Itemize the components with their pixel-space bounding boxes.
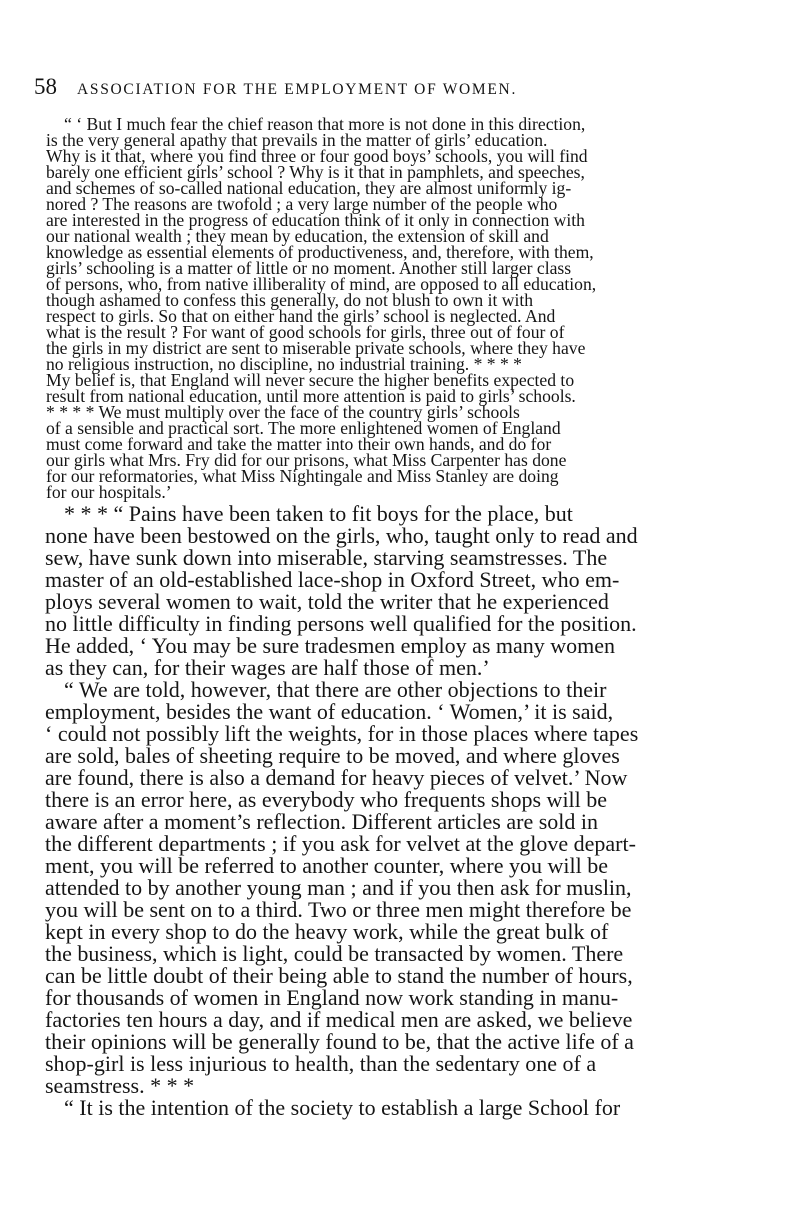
page-header bbox=[34, 74, 517, 104]
quote-line: * * * * We must multiply over the face of the country girls’ schools bbox=[46, 402, 520, 422]
body-line: ment, you will be referred to another counter, where you will be bbox=[45, 853, 608, 878]
running-title: ASSOCIATION FOR THE EMPLOYMENT OF WOMEN. bbox=[77, 81, 518, 98]
quote-line: though ashamed to confess this generally, do not blush to own it with bbox=[46, 290, 534, 310]
quote-line: our national wealth ; they mean by education, the extension of skill and bbox=[46, 226, 549, 246]
body-line: are sold, bales of sheeting require to be moved, and where gloves bbox=[45, 743, 620, 768]
quote-line: girls’ schooling is a matter of little or no moment. Another still larger class bbox=[46, 258, 572, 278]
quote-line: no religious instruction, no discipline, no industrial training. * * * * bbox=[46, 354, 522, 374]
quote-line: My belief is, that England will never secure the higher benefits expected to bbox=[46, 370, 575, 390]
body-line: sew, have sunk down into miserable, starving seamstresses. The bbox=[45, 545, 608, 570]
body-line: there is an error here, as everybody who frequents shops will be bbox=[45, 787, 608, 812]
quote-line: Why is it that, where you find three or four good boys’ schools, you will find bbox=[46, 146, 588, 166]
quote-line: and schemes of so-called national education, they are almost uniformly ig- bbox=[46, 178, 572, 198]
quote-line: are interested in the progress of education think of it only in connection with bbox=[46, 210, 585, 230]
body-line: none have been bestowed on the girls, who, taught only to read and bbox=[45, 523, 638, 548]
body-line: attended to by another young man ; and if you then ask for muslin, bbox=[45, 875, 632, 900]
body-line: He added, ‘ You may be sure tradesmen employ as many women bbox=[45, 633, 616, 658]
body-line: master of an old-established lace-shop in Oxford Street, who em- bbox=[45, 567, 620, 592]
quote-line: for our reformatories, what Miss Nightingale and Miss Stanley are doing bbox=[46, 466, 559, 486]
body-line: “ We are told, however, that there are other objections to their bbox=[64, 677, 607, 702]
body-line: for thousands of women in England now work standing in manu- bbox=[45, 985, 619, 1010]
body-line: the business, which is light, could be transacted by women. There bbox=[45, 941, 624, 966]
body-line: are found, there is also a demand for heavy pieces of velvet.’ Now bbox=[45, 765, 628, 790]
body-line: * * * “ Pains have been taken to fit boys for the place, but bbox=[64, 501, 573, 526]
body-line: ploys several women to wait, told the writer that he experienced bbox=[45, 589, 609, 614]
body-line: no little difficulty in finding persons well qualified for the position. bbox=[45, 611, 637, 636]
quote-line: is the very general apathy that prevails in the matter of girls’ education. bbox=[46, 130, 548, 150]
body-line: their opinions will be generally found to be, that the active life of a bbox=[45, 1029, 634, 1054]
quote-line: nored ? The reasons are twofold ; a very large number of the people who bbox=[46, 194, 558, 214]
quote-line: the girls in my district are sent to miserable private schools, where they have bbox=[46, 338, 586, 358]
body-line: kept in every shop to do the heavy work, while the great bulk of bbox=[45, 919, 609, 944]
quote-line: for our hospitals.’ bbox=[46, 482, 172, 502]
body-line: ‘ could not possibly lift the weights, for in those places where tapes bbox=[45, 721, 639, 746]
quote-line: our girls what Mrs. Fry did for our prisons, what Miss Carpenter has done bbox=[46, 450, 567, 470]
quote-line: barely one efficient girls’ school ? Why is it that in pamphlets, and speeches, bbox=[46, 162, 585, 182]
body-line: employment, besides the want of education. ‘ Women,’ it is said, bbox=[45, 699, 614, 724]
quote-line: “ ‘ But I much fear the chief reason that more is not done in this direction, bbox=[64, 114, 586, 134]
body-line: seamstress. * * * bbox=[45, 1073, 195, 1098]
quote-line: of persons, who, from native illiberality of mind, are opposed to all education, bbox=[46, 274, 597, 294]
body-line: aware after a moment’s reflection. Different articles are sold in bbox=[45, 809, 599, 834]
body-line: shop-girl is less injurious to health, than the sedentary one of a bbox=[45, 1051, 597, 1076]
body-line: as they can, for their wages are half those of men.’ bbox=[45, 655, 490, 680]
quote-line: respect to girls. So that on either hand the girls’ school is neglected. And bbox=[46, 306, 556, 326]
quote-line: what is the result ? For want of good schools for girls, three out of four of bbox=[46, 322, 565, 342]
quote-line: must come forward and take the matter into their own hands, and do for bbox=[46, 434, 552, 454]
body-line: factories ten hours a day, and if medical men are asked, we believe bbox=[45, 1007, 633, 1032]
quote-line: knowledge as essential elements of productiveness, and, therefore, with them, bbox=[46, 242, 594, 262]
quote-line: of a sensible and practical sort. The more enlightened women of England bbox=[46, 418, 561, 438]
page-number: 58 bbox=[34, 74, 57, 99]
body-line: you will be sent on to a third. Two or three men might therefore be bbox=[45, 897, 632, 922]
body-line: the different departments ; if you ask for velvet at the glove depart- bbox=[45, 831, 636, 856]
body-line: can be little doubt of their being able to stand the number of hours, bbox=[45, 963, 633, 988]
body-line: “ It is the intention of the society to establish a large School for bbox=[64, 1095, 621, 1120]
quote-line: result from national education, until more attention is paid to girls’ schools. bbox=[46, 386, 576, 406]
